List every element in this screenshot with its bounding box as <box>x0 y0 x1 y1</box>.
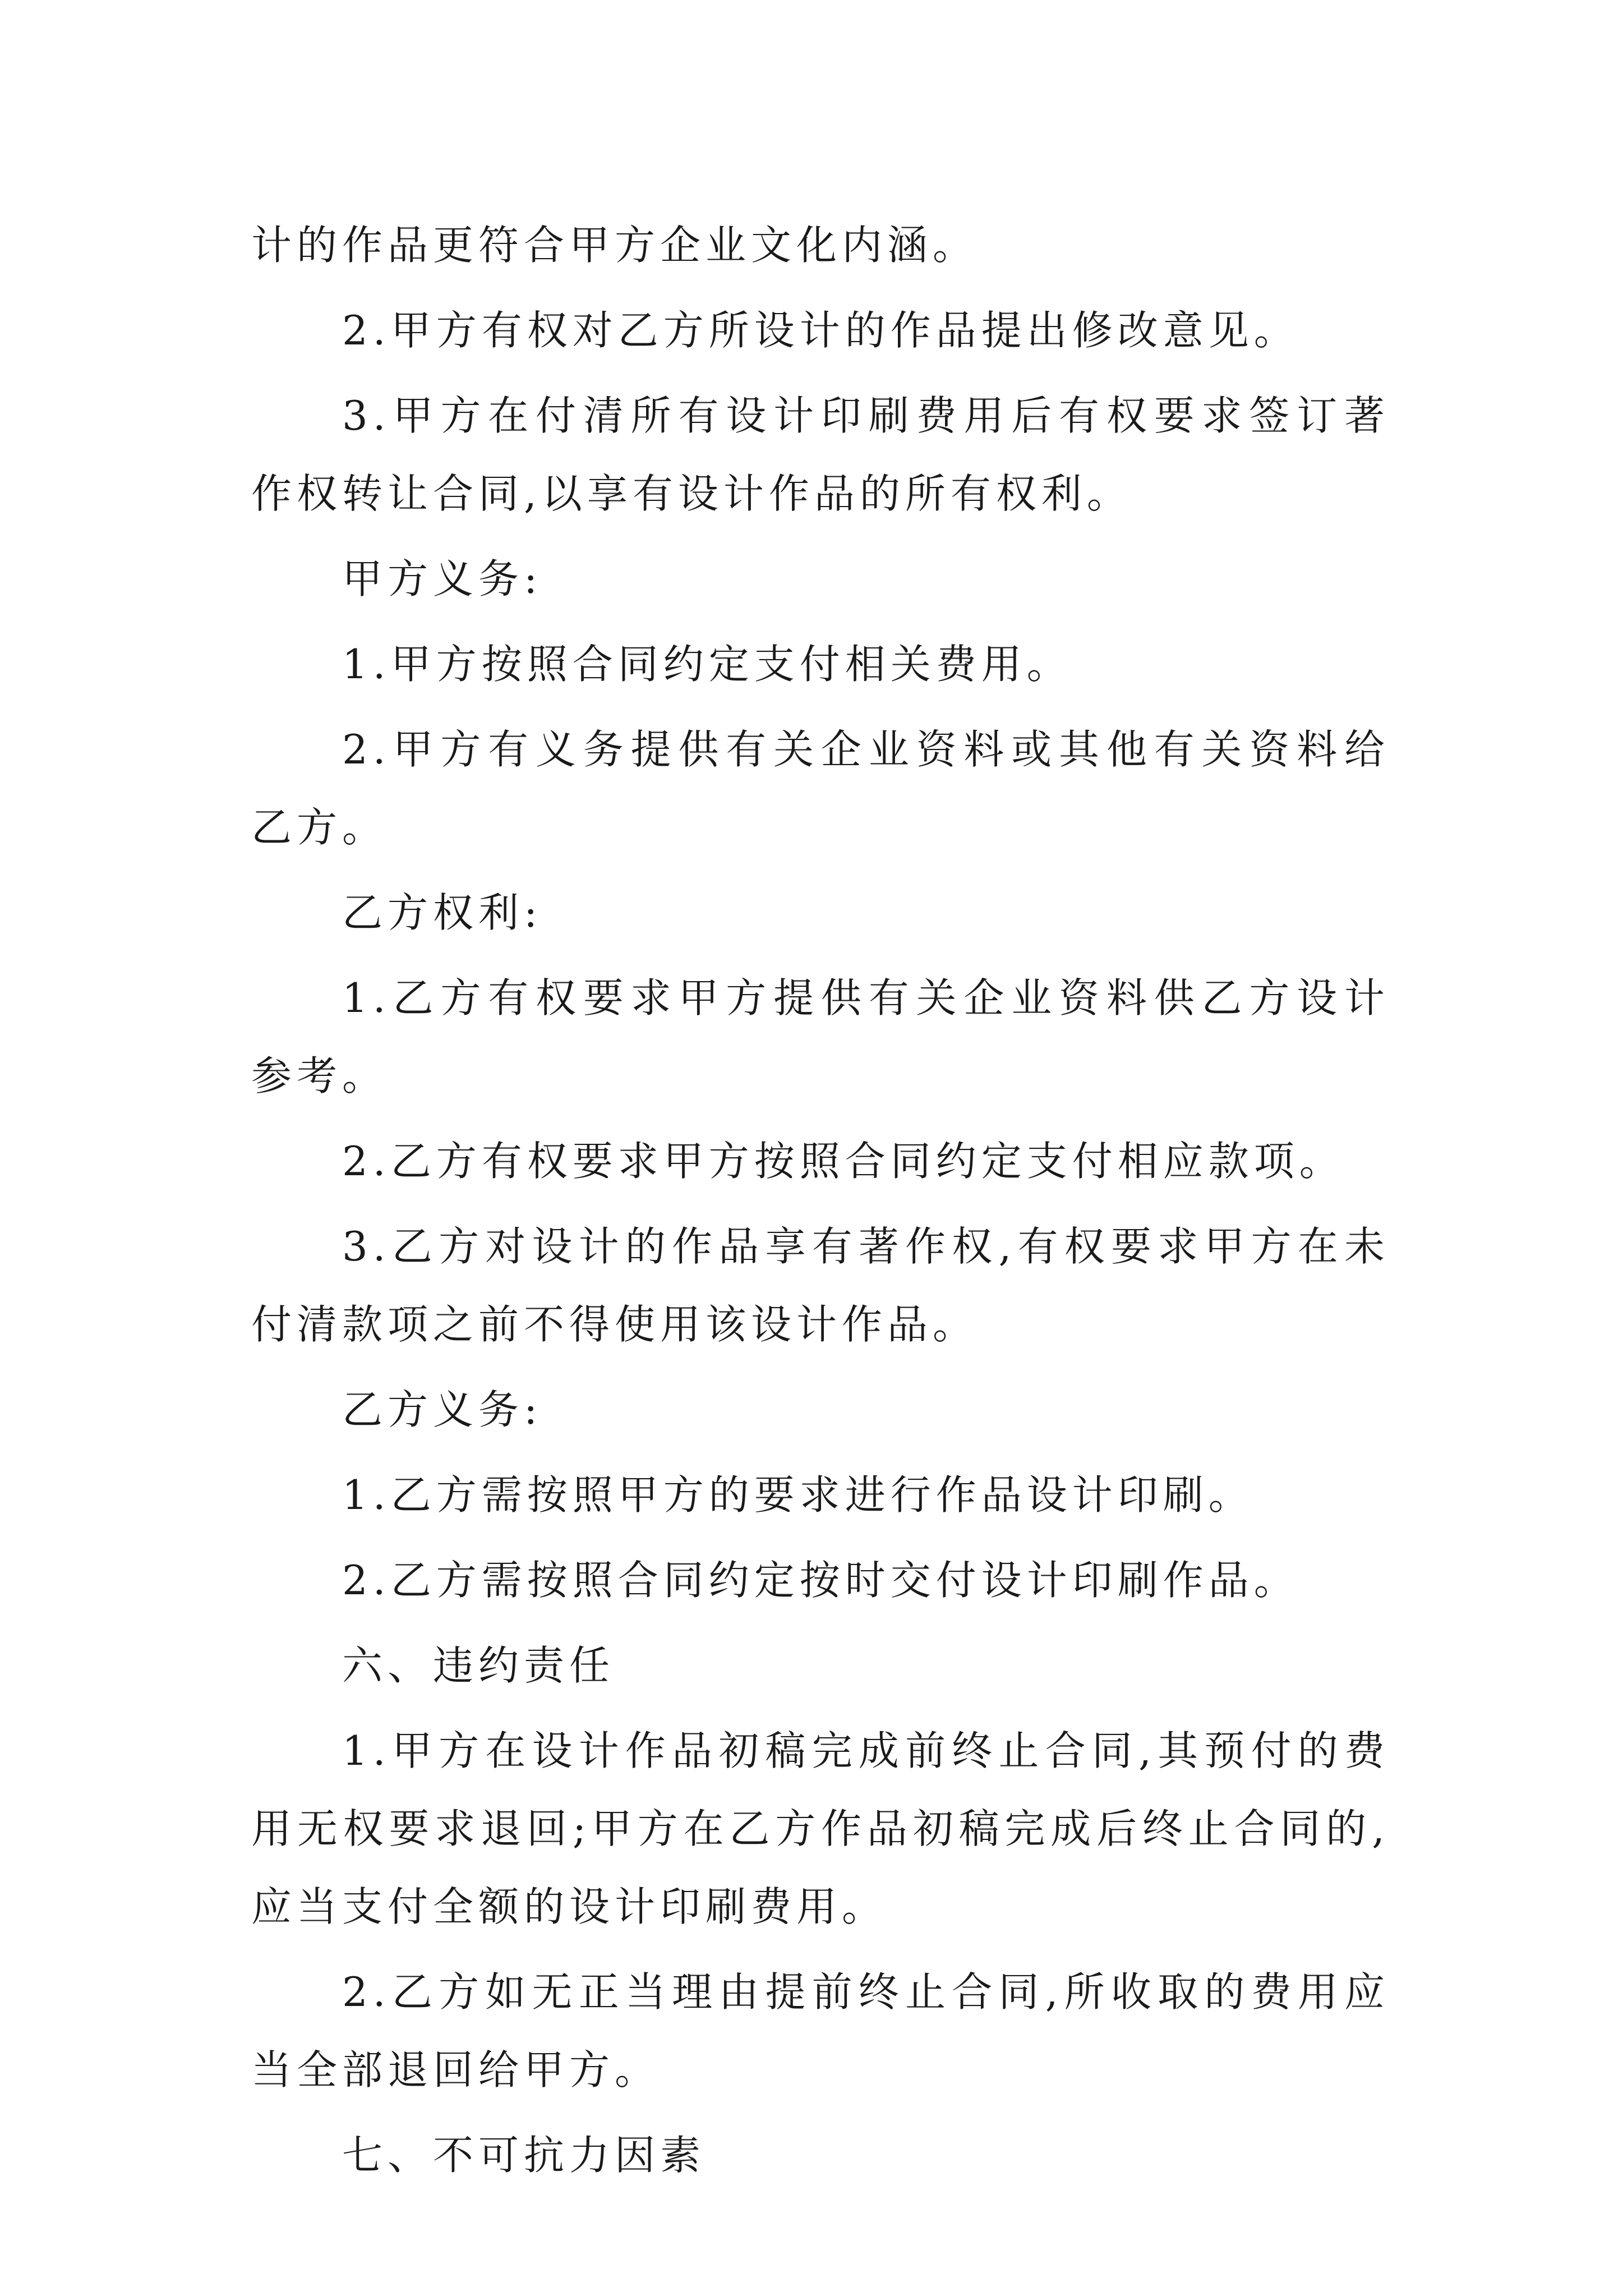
heading-party-a-obligations: 甲方义务: <box>342 555 543 602</box>
paragraph-breach-1: 1.甲方在设计作品初稿完成前终止合同,其预付的费用无权要求退回;甲方在乙方作品初稿完成后终止合同的,应当支付全额的设计印刷费用。 <box>251 1727 1390 1930</box>
document-body <box>251 206 1390 2202</box>
paragraph-party-b-right-1: 1.乙方有权要求甲方提供有关企业资料供乙方设计参考。 <box>251 974 1390 1099</box>
section-heading-force-majeure: 七、不可抗力因素 <box>342 2132 706 2179</box>
paragraph-party-a-right-3: 3.甲方在付清所有设计印刷费用后有权要求签订著作权转让合同,以享有设计作品的所有权利。 <box>251 392 1390 517</box>
paragraph-party-a-obligation-2: 2.甲方有义务提供有关企业资料或其他有关资料给乙方。 <box>251 726 1390 851</box>
paragraph-party-b-obligation-2: 2.乙方需按照合同约定按时交付设计印刷作品。 <box>342 1557 1299 1604</box>
paragraph-party-a-right-2: 2.甲方有权对乙方所设计的作品提出修改意见。 <box>342 307 1299 354</box>
paragraph-breach-2: 2.乙方如无正当理由提前终止合同,所收取的费用应当全部退回给甲方。 <box>251 1968 1390 2093</box>
heading-party-b-rights: 乙方权利: <box>342 889 543 936</box>
section-heading-breach-liability: 六、违约责任 <box>342 1642 615 1689</box>
paragraph-party-b-right-2: 2.乙方有权要求甲方按照合同约定支付相应款项。 <box>342 1138 1345 1185</box>
paragraph-continuation: 计的作品更符合甲方企业文化内涵。 <box>251 222 979 269</box>
paragraph-party-a-obligation-1: 1.甲方按照合同约定支付相关费用。 <box>342 641 1072 688</box>
heading-party-b-obligations: 乙方义务: <box>342 1386 543 1433</box>
paragraph-party-b-obligation-1: 1.乙方需按照甲方的要求进行作品设计印刷。 <box>342 1471 1254 1519</box>
paragraph-party-b-right-3: 3.乙方对设计的作品享有著作权,有权要求甲方在未付清款项之前不得使用该设计作品。 <box>251 1223 1390 1348</box>
